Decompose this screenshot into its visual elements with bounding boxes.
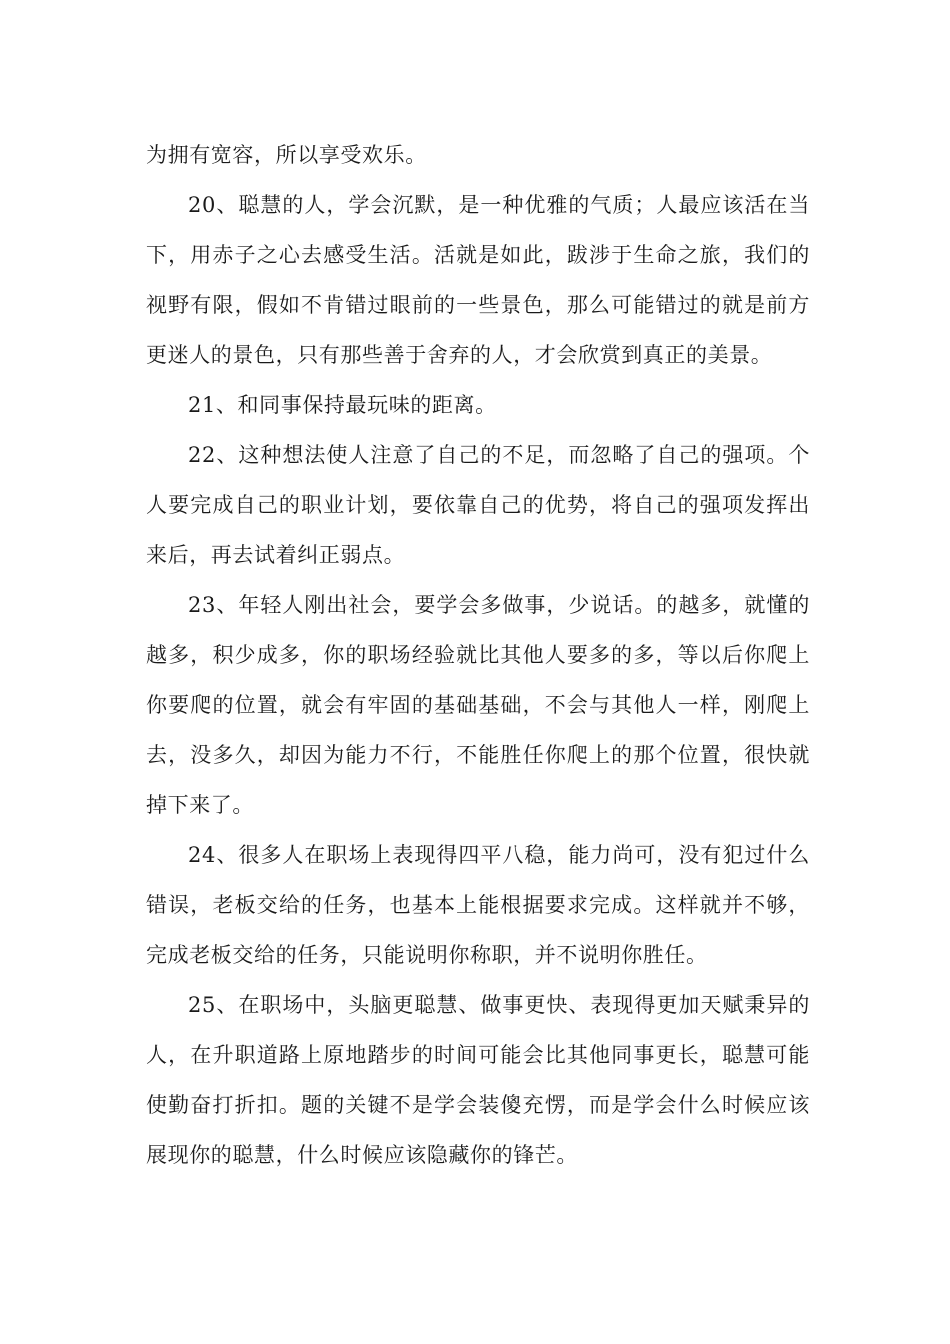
document-body [146, 130, 810, 1180]
paragraph-item-23: 23、年轻人刚出社会，要学会多做事，少说话。的越多，就懂的越多，积少成多，你的职场经验就比其他人要多的多，等以后你爬上你要爬的位置，就会有牢固的基础基础，不会与其他人一样，刚爬上去，没多久，却因为能力不行，不能胜任你爬上的那个位置，很快就掉下来了。 [146, 593, 810, 817]
paragraph-continuation: 为拥有宽容，所以享受欢乐。 [146, 143, 427, 167]
paragraph-item-21: 21、和同事保持最玩味的距离。 [188, 393, 497, 417]
paragraph-item-22: 22、这种想法使人注意了自己的不足，而忽略了自己的强项。个人要完成自己的职业计划，要依靠自己的优势，将自己的强项发挥出来后，再去试着纠正弱点。 [146, 443, 810, 567]
paragraph-item-25: 25、在职场中，头脑更聪慧、做事更快、表现得更加天赋秉异的人，在升职道路上原地踏步的时间可能会比其他同事更长，聪慧可能使勤奋打折扣。题的关键不是学会装傻充愣，而是学会什么时候应该展现你的聪慧，什么时候应该隐藏你的锋芒。 [146, 993, 810, 1167]
paragraph-item-20: 20、聪慧的人，学会沉默，是一种优雅的气质；人最应该活在当下，用赤子之心去感受生活。活就是如此，跋涉于生命之旅，我们的视野有限，假如不肯错过眼前的一些景色，那么可能错过的就是前方更迷人的景色，只有那些善于舍弃的人，才会欣赏到真正的美景。 [146, 193, 810, 367]
paragraph-item-24: 24、很多人在职场上表现得四平八稳，能力尚可，没有犯过什么错误，老板交给的任务，也基本上能根据要求完成。这样就并不够，完成老板交给的任务，只能说明你称职，并不说明你胜任。 [146, 843, 810, 967]
